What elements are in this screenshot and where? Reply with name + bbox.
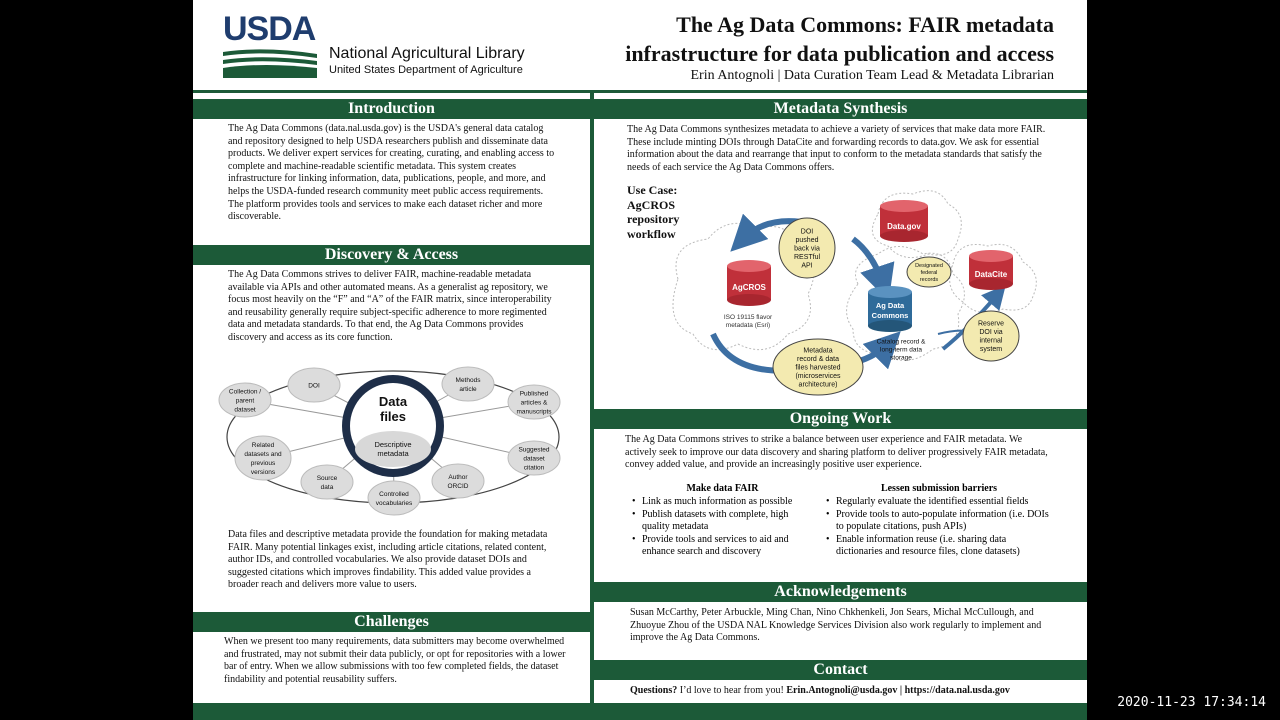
- lessen-barriers-column: [824, 483, 1054, 559]
- synthesis-body: The Ag Data Commons synthesizes metadata to achieve a variety of services that make data more FAIR. These include minting DOIs through DataCite and forwarding records to data.gov. We ask for essential information about the data and rearrange that input to conform to the metadata standards that satisfy the needs of each service the Ag Data Commons offers.: [627, 124, 1046, 173]
- designated-text-line: federal: [920, 269, 938, 276]
- linkage-node-label: Methods: [455, 377, 481, 384]
- linkage-node-label: article: [459, 386, 477, 393]
- poster-header: [193, 0, 1087, 90]
- harvest-text-line: architecture): [798, 381, 838, 389]
- diagram-center-bottom2: metadata: [377, 449, 409, 458]
- contact-email[interactable]: Erin.Antognoli@usda.gov: [786, 685, 898, 696]
- challenges-body: When we present too many requirements, data submitters may become overwhelmed and frustrated, may not submit their data publicly, or opt for repositories with a lower bar of entry. When we allow submissions with too few completed fields, the dataset findability and potential reusability suffers.: [224, 636, 566, 685]
- datacite-label: DataCite: [974, 270, 1008, 279]
- poster-title: [625, 10, 1054, 68]
- linkage-node-label: data: [320, 484, 334, 491]
- list-item: • Provide tools to auto-populate information (i.e. DOIs to populate citations, push APIs): [836, 509, 1054, 534]
- designated-text-line: Designated: [915, 262, 943, 269]
- lessen-barriers-list: [824, 496, 1054, 559]
- org-sub: United States Department of Agriculture: [329, 64, 523, 76]
- discovery-body: The Ag Data Commons strives to deliver FAIR, machine-readable metadata available via APIs and other automated means. As a generalist ag repository, we focus most heavily on the “F” and “A” of the FAIR matrix, since interoperability and reusability generally require subject-specific adherence to more regimented data and metadata standards. To that end, the Ag Data Commons provides discovery and access as its core function.: [228, 269, 552, 343]
- list-item: • Enable information reuse (i.e. sharing data dictionaries and resource files, clone datasets): [836, 534, 1054, 559]
- reserve-text-line: internal: [979, 337, 1003, 345]
- video-timestamp: 2020-11-23 17:34:14: [1117, 695, 1266, 710]
- ongoing-body: The Ag Data Commons strives to strike a balance between user experience and FAIR metadata. We actively seek to improve our data discovery and sharing platform to deliver progressively FAIR metadata, convey added value, and provide an increasingly positive user experience.: [625, 434, 1048, 471]
- discovery-body-2: Data files and descriptive metadata provide the foundation for making metadata FAIR. Many potential linkages exist, including article citations, related content, author IDs, and controlled vocabularies. We also provide dataset DOIs and suggested citations which improves findability. This added value provides a broader reach and delivers more value to users.: [228, 529, 548, 591]
- linkage-node-label: vocabularies: [375, 500, 413, 507]
- linkage-node: [432, 464, 484, 498]
- reserve-text-line: DOI via: [979, 329, 1003, 337]
- linkage-node-label: ORCID: [447, 483, 469, 490]
- contact-question: Questions?: [630, 685, 678, 696]
- lessen-barriers-heading: Lessen submission barriers: [880, 483, 998, 494]
- linkage-node-label: Related: [251, 442, 275, 449]
- header-divider: [193, 90, 1087, 93]
- harvest-text-line: Metadata: [803, 347, 833, 355]
- author-line: Erin Antognoli | Data Curation Team Lead & Metadata Librarian: [690, 68, 1054, 83]
- list-item: • Link as much information as possible: [642, 496, 815, 509]
- poster: [193, 0, 1087, 720]
- usda-logo-word: USDA: [223, 10, 316, 48]
- ongoing-heading: Ongoing Work: [594, 409, 1087, 429]
- contact-message: I’d love to hear from you!: [677, 685, 787, 696]
- linkage-node-label: manuscripts: [516, 408, 552, 416]
- adc-cap-text-line: long-term data: [880, 346, 922, 354]
- make-fair-column: [630, 483, 815, 559]
- org-name: National Agricultural Library: [329, 45, 525, 62]
- linkage-node-label: Collection /: [228, 388, 262, 396]
- harvest-text-line: record & data: [796, 355, 840, 363]
- ack-heading: Acknowledgements: [594, 582, 1087, 602]
- linkage-node-label: Suggested: [518, 446, 550, 454]
- discovery-heading: Discovery & Access: [193, 245, 590, 265]
- intro-heading: Introduction: [193, 99, 590, 119]
- linkage-diagram: [211, 360, 571, 520]
- agcros-caption-1: ISO 19115 flavor: [723, 314, 773, 321]
- list-item: • Provide tools and services to aid and enhance search and discovery: [642, 534, 815, 559]
- adc-cap-text-line: Catalog record &: [876, 338, 926, 346]
- column-divider: [590, 93, 594, 705]
- contact-line: [630, 685, 1010, 696]
- designated-text-line: records: [919, 276, 939, 283]
- intro-body: The Ag Data Commons (data.nal.usda.gov) is the USDA's general data catalog and repository designed to help USDA researchers publish and disseminate data products. We deliver expert services for creating, curating, and enabling access to complete and machine-readable scientific metadata. This system creates infrastructure for linking information, data, publications, people, and more, and helps the USDA-funded research community meet public access requirements. The platform provides tools and services to make each dataset richer and more discoverable.: [228, 123, 555, 223]
- linkage-node-label: dataset: [234, 406, 256, 414]
- title-line-1: The Ag Data Commons: FAIR metadata: [676, 12, 1054, 37]
- agcros-caption-2: metadata (Esri): [725, 322, 771, 329]
- title-line-2: infrastructure for data publication and access: [625, 41, 1054, 66]
- datagov-label: Data.gov: [887, 222, 921, 231]
- doi-bubble-text-line: API: [801, 262, 813, 270]
- harvest-text-line: (microservices: [795, 372, 841, 380]
- linkage-node-label: DOI: [308, 382, 320, 390]
- linkage-node-label: citation: [523, 464, 545, 472]
- linkage-node: [301, 465, 353, 499]
- linkage-node-label: datasets and: [244, 451, 282, 458]
- list-item: • Regularly evaluate the identified essential fields: [836, 496, 1054, 509]
- linkage-node-label: Source: [316, 475, 338, 482]
- usda-stripes-icon: [223, 48, 317, 78]
- linkage-node-label: dataset: [523, 455, 545, 463]
- linkage-node-label: Author: [448, 474, 468, 481]
- adc-cap-text-line: storage: [890, 354, 912, 362]
- datagov-cylinder-icon: [880, 200, 928, 242]
- doi-bubble-text-line: RESTful: [793, 253, 821, 261]
- footer-bar: [193, 703, 1087, 720]
- linkage-node: [442, 367, 494, 401]
- doi-bubble-text-line: pushed: [795, 236, 819, 244]
- contact-url[interactable]: https://data.nal.usda.gov: [904, 685, 1010, 696]
- harvest-text-line: files harvested: [795, 364, 841, 372]
- linkage-node-label: Controlled: [379, 491, 409, 498]
- linkage-node-label: Published: [519, 390, 549, 398]
- make-fair-heading: Make data FAIR: [686, 483, 759, 494]
- diagram-center-top: Data: [378, 394, 408, 409]
- linkage-node-label: parent: [235, 397, 255, 405]
- reserve-text-line: Reserve: [977, 320, 1005, 328]
- synthesis-heading: Metadata Synthesis: [594, 99, 1087, 119]
- workflow-diagram: [648, 184, 1048, 406]
- make-fair-list: [630, 496, 815, 559]
- contact-separator: |: [897, 685, 905, 696]
- agcros-label: AgCROS: [732, 283, 766, 292]
- linkage-node-label: articles &: [520, 399, 548, 407]
- adc-label-1: Ag Data: [875, 301, 905, 310]
- linkage-node: [368, 481, 420, 515]
- doi-bubble-text-line: DOI: [800, 228, 814, 236]
- linkage-node-label: previous: [250, 460, 276, 467]
- adc-label-2: Commons: [871, 311, 909, 320]
- diagram-center-top2: files: [379, 409, 407, 424]
- challenges-heading: Challenges: [193, 612, 590, 632]
- contact-heading: Contact: [594, 660, 1087, 680]
- ack-body: Susan McCarthy, Peter Arbuckle, Ming Chan, Nino Chkhenkeli, Jon Sears, Michal McCullough, and Zhuoyue Zhou of the USDA NAL Knowledge Services Division also work regularly to implement and improve the Ag Data Commons.: [630, 607, 1042, 644]
- list-item: • Publish datasets with complete, high quality metadata: [642, 509, 815, 534]
- reserve-text-line: system: [979, 346, 1003, 354]
- doi-bubble-text-line: back via: [794, 245, 820, 253]
- use-case-label: Use Case: AgCROS repository workflow: [627, 183, 680, 241]
- diagram-center-bottom: Descriptive: [374, 440, 412, 449]
- linkage-node-label: versions: [250, 469, 276, 476]
